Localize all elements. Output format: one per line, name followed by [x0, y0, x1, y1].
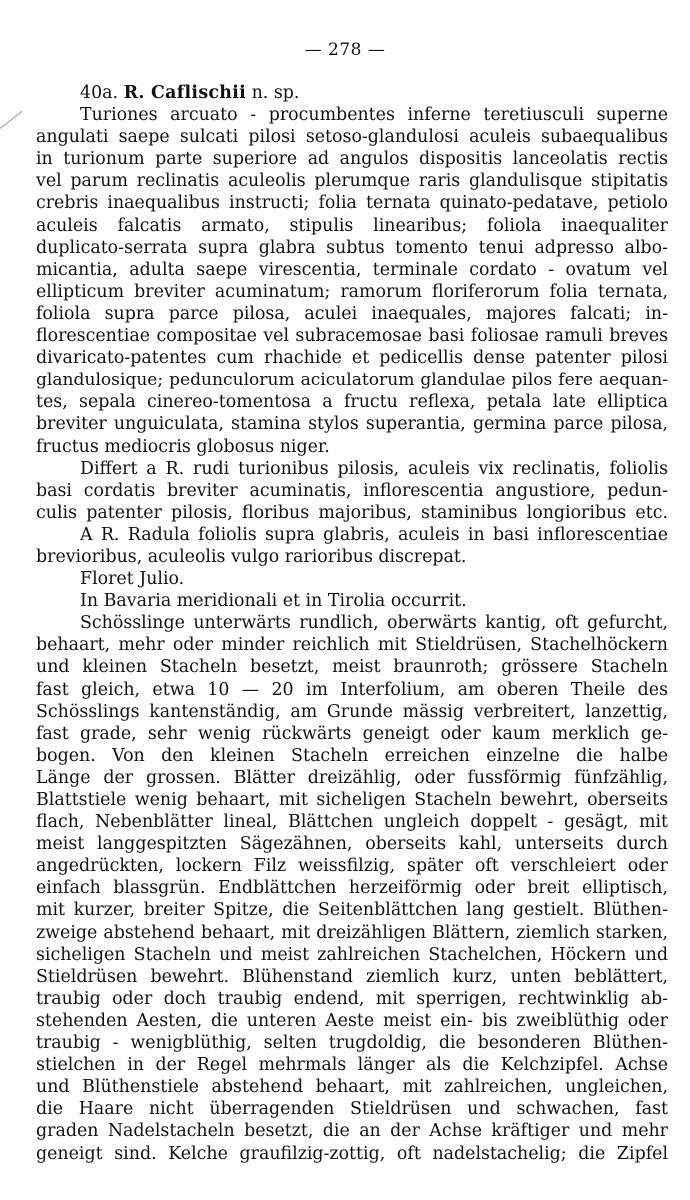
text-line: aculeis falcatis armato, stipulis linearibus; foliola inaequaliter	[36, 215, 668, 236]
text-line: stielchen in der Regel mehrmals länger als die Kelchzipfel. Achse	[36, 1055, 668, 1076]
text-line: traubig - wenigblüthig, selten trugdoldig, die besonderen Blüthen-	[36, 1033, 668, 1054]
text-line: tes, sepala cinereo-tomentosa a fructu reflexa, petala late elliptica	[36, 392, 668, 413]
text-line: micantia, adulta saepe virescentia, terminale cordato - ovatum vel	[36, 259, 668, 280]
text-line: Schösslinge unterwärts rundlich, oberwärts kantig, oft gefurcht,	[80, 613, 668, 634]
text-line: einfach blassgrün. Endblättchen herzeiförmig oder breit elliptisch,	[36, 878, 668, 899]
text-line: graden Nadelstacheln besetzt, die an der Achse kräftiger und mehr	[36, 1121, 668, 1142]
text-line: behaart, mehr oder minder reichlich mit Stieldrüsen, Stachelhöckern	[36, 635, 668, 656]
text-line: meist langgespitzten Sägezähnen, oberseits kahl, unterseits durch	[36, 834, 668, 855]
text-line: Schösslings kantenständig, am Grunde mässig verbreitert, lanzettig,	[36, 701, 668, 722]
text-line: in turionum parte superiore ad angulos dispositis lanceolatis rectis	[36, 149, 668, 170]
text-line: Turiones arcuato - procumbentes inferne teretiusculi superne	[80, 105, 668, 126]
species-name: R. Caflischii	[123, 83, 247, 103]
text-line: angulati saepe sulcati pilosi setoso-glandulosi aculeis subaequalibus	[36, 127, 668, 148]
page-number: — 278 —	[304, 40, 386, 60]
text-line: glandulosique; pedunculorum aciculatorum glandulae pilos fere aequan-	[36, 370, 668, 391]
text-line: Stieldrüsen bewehrt. Blühenstand ziemlich kurz, unten beblättert,	[36, 966, 668, 987]
text-line: vel parum reclinatis aculeolis plerumque raris glandulisque stipitatis	[36, 171, 668, 192]
text-line: Floret Julio.	[80, 569, 185, 590]
text-line: brevioribus, aculeolis vulgo rarioribus discrepat.	[36, 546, 467, 567]
text-line: flach, Nebenblätter lineal, Blättchen ungleich doppelt - gesägt, mit	[36, 812, 668, 833]
text-line: fructus mediocris globosus niger.	[36, 436, 330, 457]
heading-number: 40a.	[80, 83, 119, 103]
text-line: sicheligen Stacheln und meist zahlreichen Stachelchen, Höckern und	[36, 944, 668, 965]
text-line: basi cordatis breviter acuminatis, inflorescentia angustiore, pedun-	[36, 480, 668, 501]
text-line: breviter unguiculata, stamina stylos superantia, germina parce pilosa,	[36, 414, 668, 435]
text-line: fast grade, sehr wenig rückwärts geneigt oder kaum merklich ge-	[36, 723, 668, 744]
text-line: die Haare nicht überragenden Stieldrüsen und schwachen, fast	[36, 1099, 668, 1120]
text-line: Blattstiele wenig behaart, mit sicheligen Stacheln bewehrt, oberseits	[36, 790, 668, 810]
species-heading	[36, 82, 668, 104]
margin-pencil-mark	[0, 111, 22, 129]
text-line: Länge der grossen. Blätter dreizählig, oder fussförmig fünfzählig,	[36, 767, 668, 788]
text-line: und Blüthenstiele abstehend behaart, mit zahlreichen, ungleichen,	[36, 1077, 668, 1098]
text-line: ellipticum breviter acuminatum; ramorum floriferorum folia ternata,	[36, 281, 668, 302]
text-line: duplicato-serrata supra glabra subtus tomento tenui adpresso albo-	[36, 237, 668, 258]
text-line: bogen. Von den kleinen Stacheln erreichen einzelne die halbe	[36, 745, 668, 766]
text-line: mit kurzer, breiter Spitze, die Seitenblättchen lang gestielt. Blüthen-	[36, 900, 668, 921]
text-line: geneigt sind. Kelche graufilzig-zottig, oft nadelstachelig; die Zipfel	[36, 1143, 668, 1164]
text-line: traubig oder doch traubig endend, mit sperrigen, rechtwinklig ab-	[36, 988, 668, 1009]
text-line: A R. Radula foliolis supra glabris, aculeis in basi inflorescentiae	[80, 524, 668, 545]
text-line: florescentiae compositae vel subracemosae basi foliosae ramuli breves	[36, 326, 668, 347]
text-line: In Bavaria meridionali et in Tirolia occurrit.	[80, 591, 467, 612]
text-line: crebris inaequalibus instructi; folia ternata quinato-pedatave, petiolo	[36, 193, 668, 214]
heading-suffix: n. sp.	[251, 83, 300, 103]
text-line: fast gleich, etwa 10 — 20 im Interfolium, am oberen Theile des	[36, 679, 668, 700]
text-line: angedrückten, lockern Filz weissfilzig, später oft verschleiert oder	[36, 856, 668, 877]
text-line: divaricato-patentes cum rhachide et pedicellis dense patenter pilosi	[36, 348, 668, 369]
text-line: foliola supra parce pilosa, aculei inaequales, majores falcati; in-	[36, 303, 668, 324]
text-line: und kleinen Stacheln besetzt, meist braunroth; grössere Stacheln	[36, 657, 668, 678]
text-line: zweige abstehend behaart, mit dreizähligen Blättern, ziemlich starken,	[36, 922, 668, 943]
text-line: stehenden Aesten, die unteren Aeste meist ein- bis zweiblüthig oder	[36, 1010, 668, 1031]
text-line: Differt a R. rudi turionibus pilosis, aculeis vix reclinatis, foliolis	[80, 458, 668, 479]
text-lines	[36, 104, 668, 1165]
body-text	[36, 82, 668, 1165]
text-line: culis patenter pilosis, floribus majoribus, staminibus longioribus etc.	[36, 502, 668, 523]
